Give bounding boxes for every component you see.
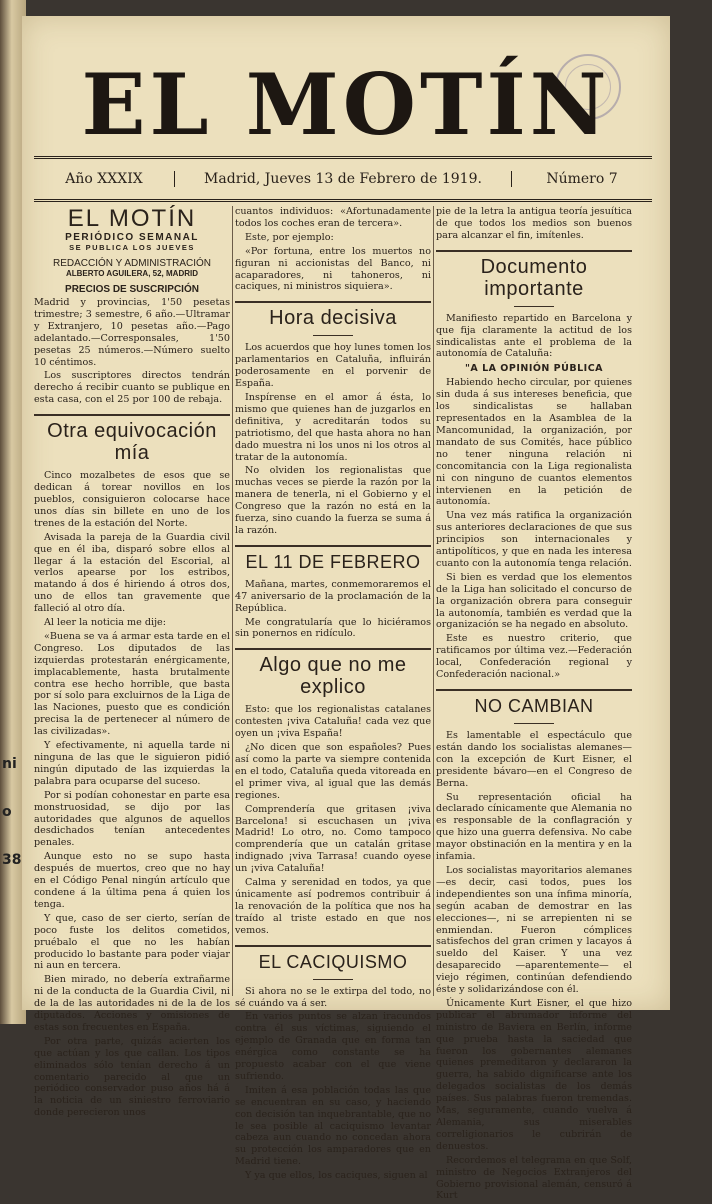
article-paragraph: Comprendería que gritasen ¡viva Barcelona! si escuchasen un ¡viva Madrid! Lo otro, no. Como tampoco comprendería que un catalán gritase indignado ¡viva Tarrasa! cuando oyese un ¡viva Cataluña!: [235, 803, 431, 875]
article-paragraph: Los socialistas mayoritarios alemanes—es decir, casi todos, pues los independientes son una ínfima minoría, según acaban de demostrar en las elecciones—, ni se arrepienten ni se enmiendan. Fueron cómplices satisfechos del gran crimen y lacayos á sueldo del Kaiser. Y una vez desaparecido —aparentemente— el viejo régimen, continúan defendiendo éste y solidarizándose con él.: [436, 864, 632, 996]
article-paragraph: «Por fortuna, entre los muertos no figuran ni accionistas del Banco, ni acaparadores, ni tahoneros, ni caciques, ni ministros siquiera».: [235, 245, 431, 293]
article-paragraph: Por si podían cohonestar en parte esa monstruosidad, se dijo por las autoridades que algunos de aquellos desdichados tenían antecedentes penales.: [34, 789, 230, 849]
article-paragraph: Y efectivamente, ni aquella tarde ni ninguna de las que le siguieron pidió ningún diputado de las izquierdas la palabra para ocuparse del suceso.: [34, 740, 230, 787]
issue-number: Número 7: [546, 171, 618, 187]
box-office: REDACCIÓN Y ADMINISTRACIÓN: [53, 258, 211, 269]
box-frequency: SE PUBLICA LOS JUEVES: [69, 243, 195, 252]
article-paragraph: Este es nuestro criterio, que ratificamos por última vez.—Federación local, Confederación regional y Confederación nacional.»: [436, 633, 632, 681]
masthead-title: EL MOTÍN: [81, 55, 611, 154]
spine-marks: [2, 740, 21, 884]
article-paragraph: Bien mirado, no debería extrañarme ni de la conducta de la Guardia Civil, ni de la de las autoridades ni de la de los diputados. Acciones y omisiones de estas son frecuentes en España.: [34, 974, 230, 1033]
subscription-box: [34, 206, 230, 406]
article-title: NO CAMBIAN: [436, 689, 632, 717]
article-paragraph: Habiendo hecho circular, por quienes sin duda á sus intereses beneficia, que los sindicalistas se hallaban representados en la Asamblea de la Mancomunidad, la organización, por mandato de sus Comités, hace público no tener ninguna relación ni concomitancia con la Liga regionalista ni con ninguno de cuantos elementos intervienen en la petición de autonomía.: [436, 377, 632, 508]
article-paragraph: No olviden los regionalistas que muchas veces se pierde la razón por la manera de tenerla, ni el Gobierno y el Congreso que la razón no está en la fuerza, sino cuando la fuerza se suma á la razón.: [235, 465, 431, 536]
issue-year: Año XXXIX: [34, 171, 175, 187]
title-rule: [313, 979, 353, 980]
article-paragraph: «Buena se va á armar esta tarde en el Congreso. Los diputados de las izquierdas protestarán enérgicamente, implacablemente, hasta brutalmente contra ese hecho horrible, que basta por sí solo para excluirnos de la Liga de las Naciones, puesto que es condición precisa la de pertenecer al número de las civilizadas».: [34, 630, 230, 738]
article-title: EL 11 DE FEBRERO: [235, 545, 431, 573]
issue-date: Madrid, Jueves 13 de Febrero de 1919.: [175, 171, 512, 187]
spine-mark: o: [2, 804, 12, 820]
article-paragraph: Imiten á esa población todas las que se encuentran en su caso, y haciendo con decisión tan inquebrantable, que no le sea posible al caciquismo levantar cabeza aun cuando no concedan ahora su protección los amparadores que en Madrid tiene.: [235, 1084, 431, 1168]
title-rule: [313, 335, 353, 336]
article-paragraph: Calma y serenidad en todos, ya que únicamente así podremos contribuir á la renovación de la política que nos ha traído al triste estado en que nos vemos.: [235, 877, 431, 936]
spine-mark: ni: [2, 756, 17, 772]
article-subheading: "A LA OPINIÓN PÚBLICA: [464, 363, 604, 375]
article-title: EL CACIQUISMO: [235, 945, 431, 973]
article-paragraph: cuantos individuos: «Afortunadamente todos los coches eran de tercera».: [235, 206, 431, 229]
column-2: [235, 206, 431, 1184]
article-paragraph: Por otra parte, quizás acierten los que actúan y los que callan. Los tipos eliminados sólo tenían derecho á un comentario parecido al que un periódico conservador puso años há á la noticia de un siniestro ferroviario donde perecieron unos: [34, 1035, 230, 1119]
column-divider: [232, 206, 233, 996]
article-paragraph: pie de la letra la antigua teoría jesuítica de que todos los medios son buenos para alcanzar el fin, imítenles.: [436, 206, 632, 241]
article-paragraph: Una vez más ratifica la organización sus anteriores declaraciones de que sus principios son internacionales y antipolíticos, y que en nada les interesa cuanto con la autonomía tenga relación.: [436, 510, 632, 569]
box-subscribers-text: Los suscriptores directos tendrán derecho á recibir cuanto se publique en esta casa, con el 25 por 100 de rebaja.: [34, 370, 230, 406]
title-rule: [514, 723, 554, 724]
article-paragraph: Esto: que los regionalistas catalanes contesten ¡viva Cataluña! cada vez que oyen un ¡viva España!: [235, 704, 431, 740]
article-paragraph: Y que, caso de ser cierto, serían de poco fuste los delitos cometidos, pruébalo el que no les habían producido lo bastante para poder viajar ni aun en tercera.: [34, 912, 230, 972]
article-paragraph: Me congratularía que lo hiciéramos sin ponernos en ridículo.: [235, 616, 431, 640]
article-title: Algo que no me explico: [235, 648, 431, 698]
article-paragraph: Aunque esto no se supo hasta después de muertos, creo que no hay en el Código Penal ningún artículo que condene á la última pena á quien los tenga.: [34, 851, 230, 910]
article-paragraph: Es lamentable el espectáculo que están dando los socialistas alemanes—con la excepción de Kurt Eisner, el presidente bávaro—en el Congreso de Berna.: [436, 730, 632, 789]
article-paragraph: Manifiesto repartido en Barcelona y que fija claramente la actitud de los sindicalistas ante el problema de la autonomía de Cataluña:: [436, 312, 632, 360]
box-prices-text: Madrid y provincias, 1'50 pesetas trimestre; 3 semestre, 6 año.—Ultramar y Extranjero, 10 pesetas año.—Pago adelantado.—Corresponsales, 1'50 pesetas 25 números.—Número suelto 10 céntimos.: [34, 297, 230, 368]
article-title: Documento importante: [436, 250, 632, 300]
article-paragraph: Únicamente Kurt Eisner, el que hizo publicar el abrumador informe del ministro de Baviera en Berlín, informe que prueba hasta la saciedad que fueron los gobernantes alemanes quienes premeditaron y declararon la guerra, ha sabido dignificarse ante los delegados socialistas de los demás países. Sus palabras fueron tremendas. Mas, seguramente, cuando vuelva á Alemania, sus miserables correligionarios le cubrirán de denuestos.: [436, 997, 632, 1152]
article-paragraph: ¿No dicen que son españoles? Pues así como la parte va siempre contenida en el todo, Cataluña queda vitoreada en el primer viva, al igual que las demás regiones.: [235, 742, 431, 801]
article-paragraph: Si bien es verdad que los elementos de la Liga han solicitado el concurso de la organización obrera para conseguir la autonomía, también es verdad que la organización se ha negado en absoluto.: [436, 571, 632, 631]
article-paragraph: Este, por ejemplo:: [245, 231, 334, 243]
article-paragraph: Mañana, martes, conmemoraremos el 47 aniversario de la proclamación de la República.: [235, 578, 431, 614]
title-rule: [514, 306, 554, 307]
article-paragraph: Al leer la noticia me dije:: [44, 617, 166, 629]
article-paragraph: Los acuerdos que hoy lunes tomen los parlamentarios en Cataluña, influirán poderosamente en el porvenir de España.: [235, 342, 431, 390]
spine-mark: 38: [2, 852, 22, 868]
article-paragraph: Si ahora no se le extirpa del todo, no sé cuándo va á ser.: [235, 985, 431, 1009]
article-paragraph: En varios puntos se alzan iracundos contra él sus víctimas, siguiendo el ejemplo de Granada que en forma tan enérgica como constante se ha propuesto acabar con el que viene sufriendo.: [235, 1011, 431, 1082]
article-paragraph: Y ya que ellos, los caciques, siguen al: [245, 1170, 428, 1182]
article-paragraph: Inspírense en el amor á ésta, lo mismo que quienes han de juzgarlos en definitiva, y acreditarán todos su patriotismo, del que hasta ahora no han dado muestra ni los unos ni los otros al tratar de la autonomía.: [235, 391, 431, 463]
article-paragraph: Cinco mozalbetes de esos que se dedican á torear novillos en los pueblos, consiguieron colocarse hace unos días sin billete en uno de los trenes de la estación del Norte.: [34, 470, 230, 529]
box-prices-title: PRECIOS DE SUSCRIPCIÓN: [65, 284, 199, 295]
box-subtitle: PERIÓDICO SEMANAL: [65, 232, 199, 243]
column-divider: [433, 206, 434, 996]
article-paragraph: Avisada la pareja de la Guardia civil que en él iba, disparó sobre ellos al llegar á la estación del Escorial, al verlos apearse por los estribos, matando á dos é hiriendo á otros dos, uno de ellos tan gravemente que falleció al otro día.: [34, 531, 230, 615]
box-address: ALBERTO AGUILERA, 52, MADRID: [65, 269, 198, 278]
article-title: Otra equivocación mía: [34, 414, 230, 464]
box-title: EL MOTÍN: [67, 205, 197, 232]
newspaper-page: [22, 16, 670, 1202]
article-paragraph: Su representación oficial ha declarado cínicamente que Alemania no es responsable de la conflagración y que hizo una guerra defensiva. No cabe mayor obstinación en la mentira y en la infamia.: [436, 791, 632, 863]
issue-info-bar: [34, 156, 652, 202]
column-3: [436, 206, 632, 1204]
article-title: Hora decisiva: [235, 301, 431, 329]
column-1: [34, 206, 230, 1121]
article-paragraph: Recordemos el telegrama en que Solf, ministro de Negocios Extranjeros del Gobierno provisional alemán, censuró á Kurt: [436, 1154, 632, 1202]
